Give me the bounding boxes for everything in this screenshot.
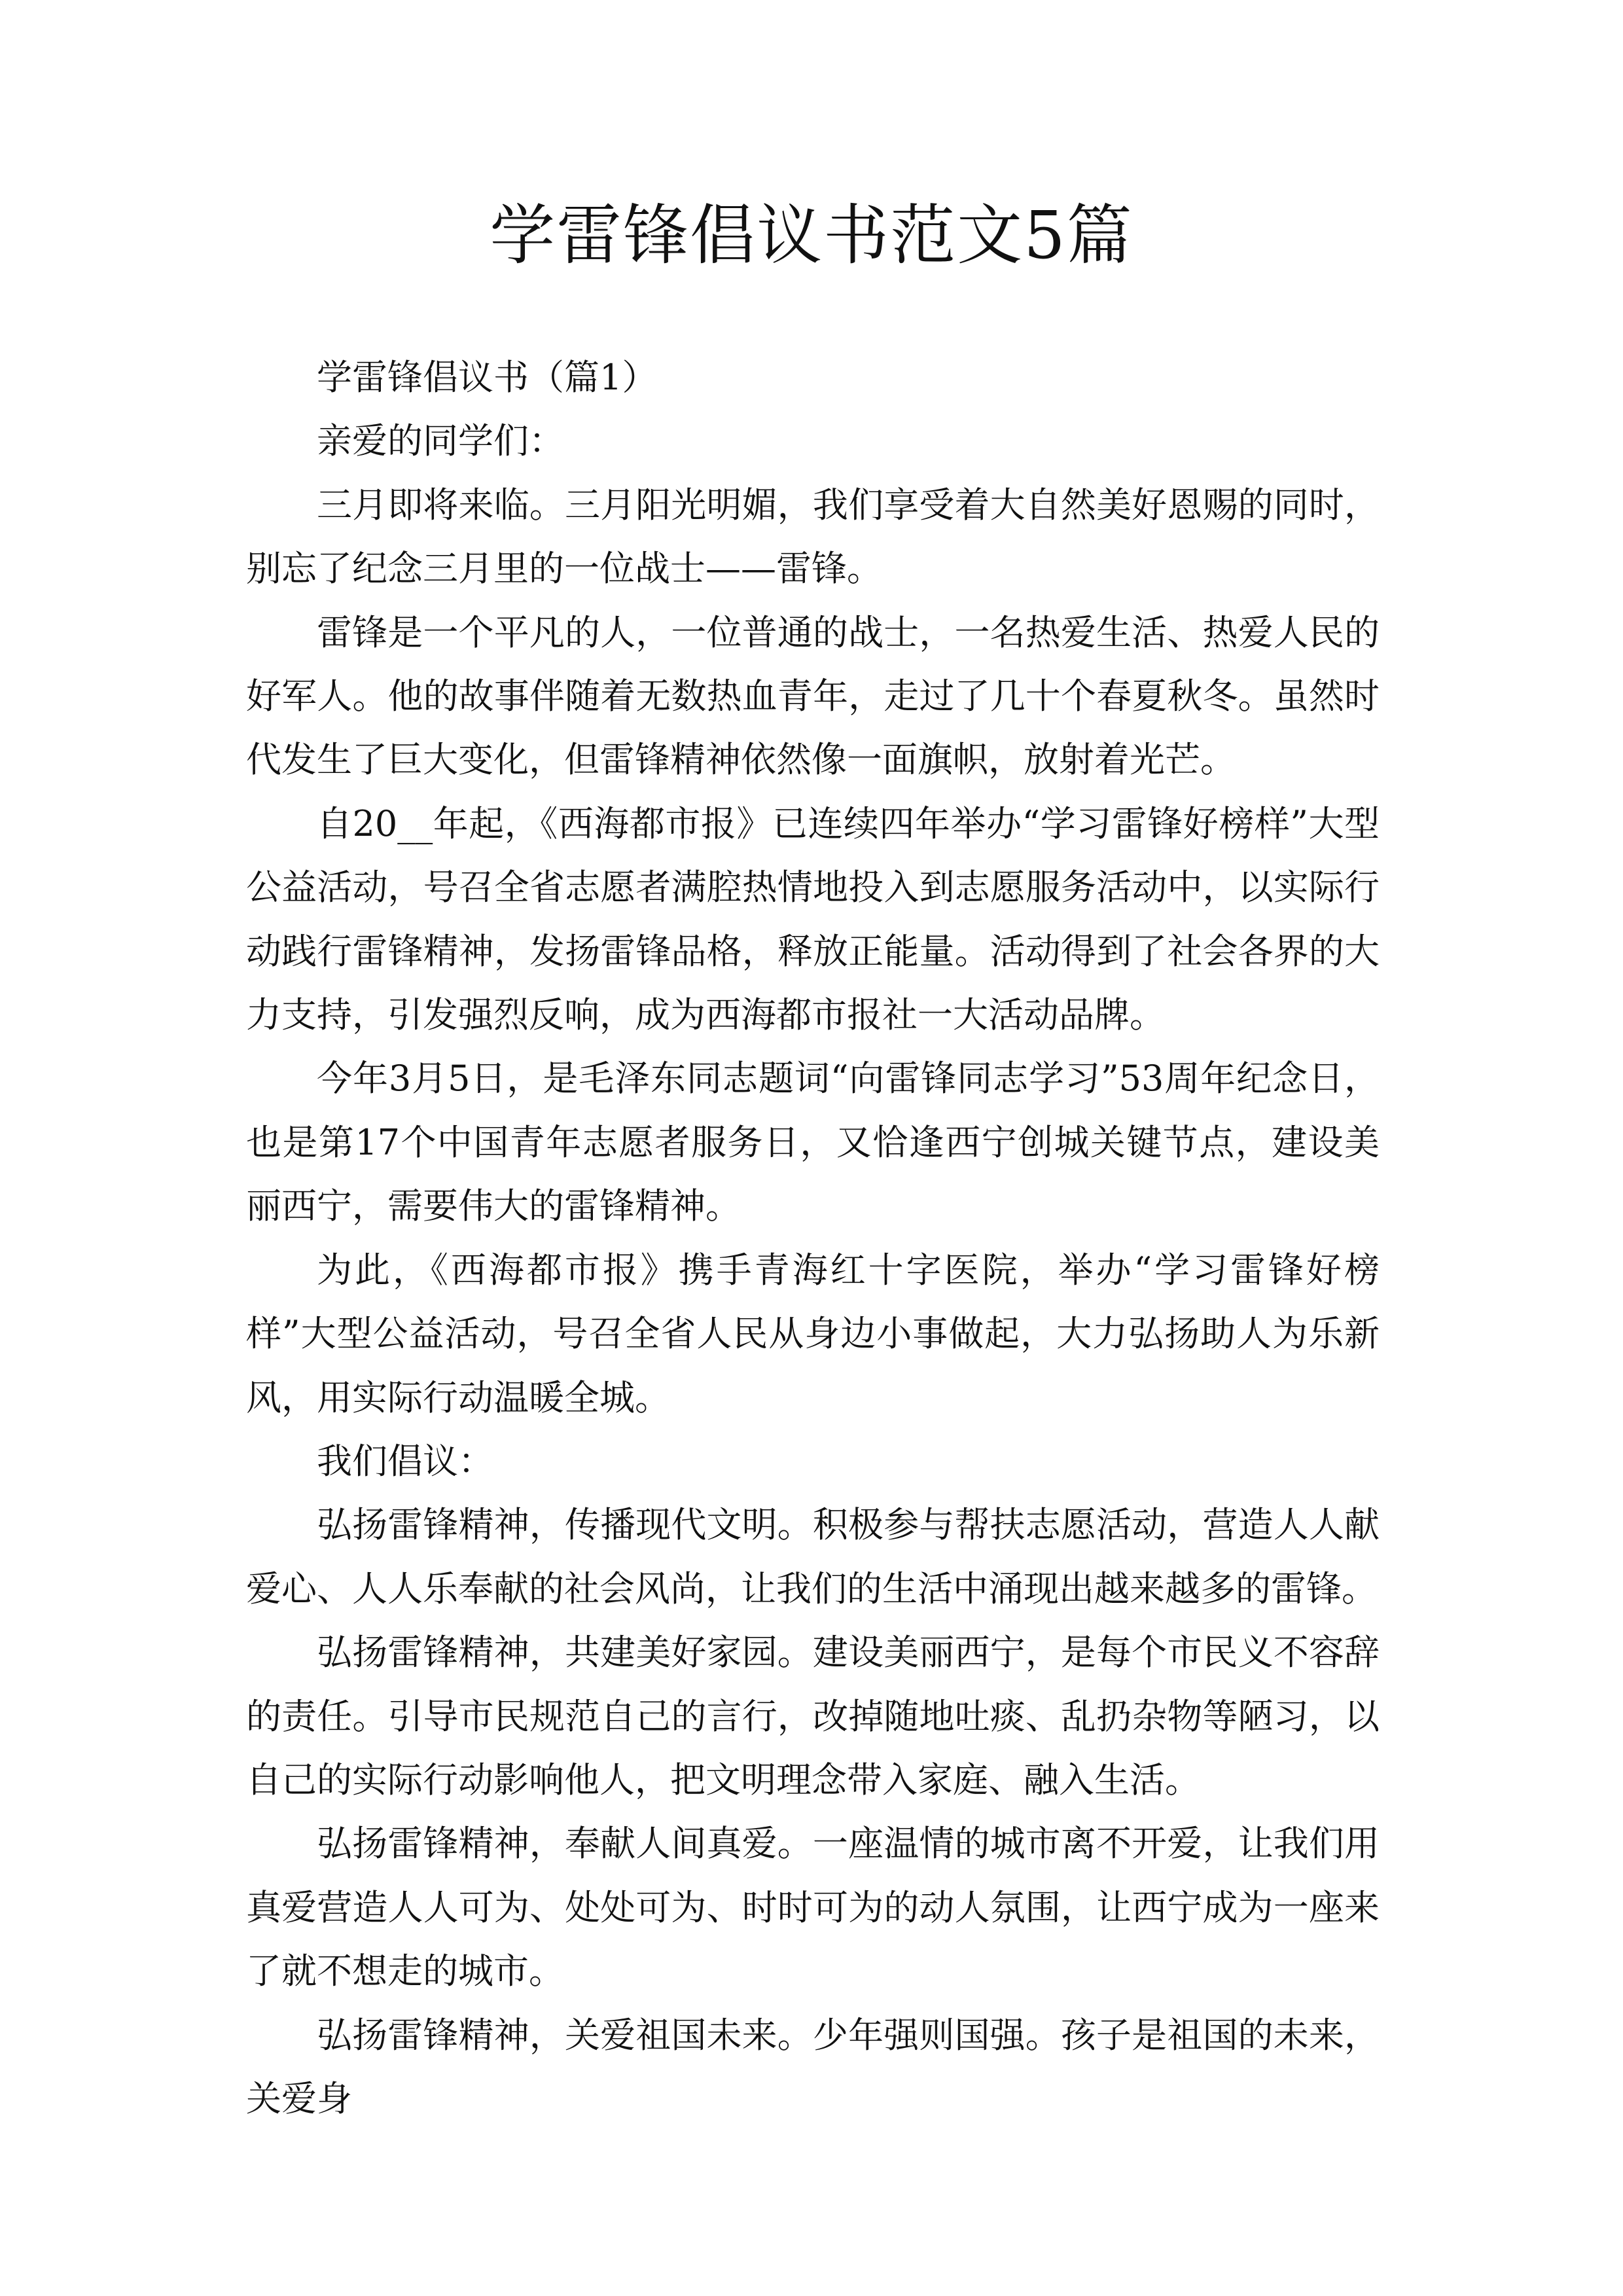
paragraph: 自20__年起，《西海都市报》已连续四年举办“学习雷锋好榜样”大型公益活动，号召全省志愿者满腔热情地投入到志愿服务活动中，以实际行动践行雷锋精神，发扬雷锋品格，释放正能量。活动得到了社会各界的大力支持，引发强烈反响，成为西海都市报社一大活动品牌。 — [246, 802, 1380, 1036]
section-heading: 学雷锋倡议书（篇1） — [317, 357, 658, 398]
salutation: 亲爱的同学们： — [317, 420, 564, 462]
paragraph: 弘扬雷锋精神，关爱祖国未来。少年强则国强。孩子是祖国的未来，关爱身 — [246, 2014, 1380, 2119]
document-body — [246, 346, 1380, 2130]
paragraph: 弘扬雷锋精神，传播现代文明。积极参与帮扶志愿活动，营造人人献爱心、人人乐奉献的社会风尚，让我们的生活中涌现出越来越多的雷锋。 — [246, 1504, 1380, 1609]
document-title: 学雷锋倡议书范文5篇 — [490, 197, 1133, 274]
paragraph: 为此，《西海都市报》携手青海红十字医院，举办“学习雷锋好榜样”大型公益活动，号召全省人民从身边小事做起，大力弘扬助人为乐新风，用实际行动温暖全城。 — [246, 1249, 1380, 1418]
paragraph: 今年3月5日，是毛泽东同志题词“向雷锋同志学习”53周年纪念日，也是第17个中国青年志愿者服务日，又恰逢西宁创城关键节点，建设美丽西宁，需要伟大的雷锋精神。 — [246, 1058, 1380, 1227]
paragraph: 我们倡议： — [317, 1440, 493, 1482]
paragraph: 弘扬雷锋精神，奉献人间真爱。一座温情的城市离不开爱，让我们用真爱营造人人可为、处处可为、时时可为的动人氛围，让西宁成为一座来了就不想走的城市。 — [246, 1823, 1380, 1992]
paragraph: 弘扬雷锋精神，共建美好家园。建设美丽西宁，是每个市民义不容辞的责任。引导市民规范自己的言行，改掉随地吐痰、乱扔杂物等陋习，以自己的实际行动影响他人，把文明理念带入家庭、融入生活。 — [246, 1632, 1380, 1801]
paragraph: 雷锋是一个平凡的人，一位普通的战士，一名热爱生活、热爱人民的好军人。他的故事伴随着无数热血青年，走过了几十个春夏秋冬。虽然时代发生了巨大变化，但雷锋精神依然像一面旗帜，放射着光芒。 — [246, 611, 1380, 781]
paragraph: 三月即将来临。三月阳光明媚，我们享受着大自然美好恩赐的同时，别忘了纪念三月里的一位战士——雷锋。 — [246, 484, 1380, 590]
